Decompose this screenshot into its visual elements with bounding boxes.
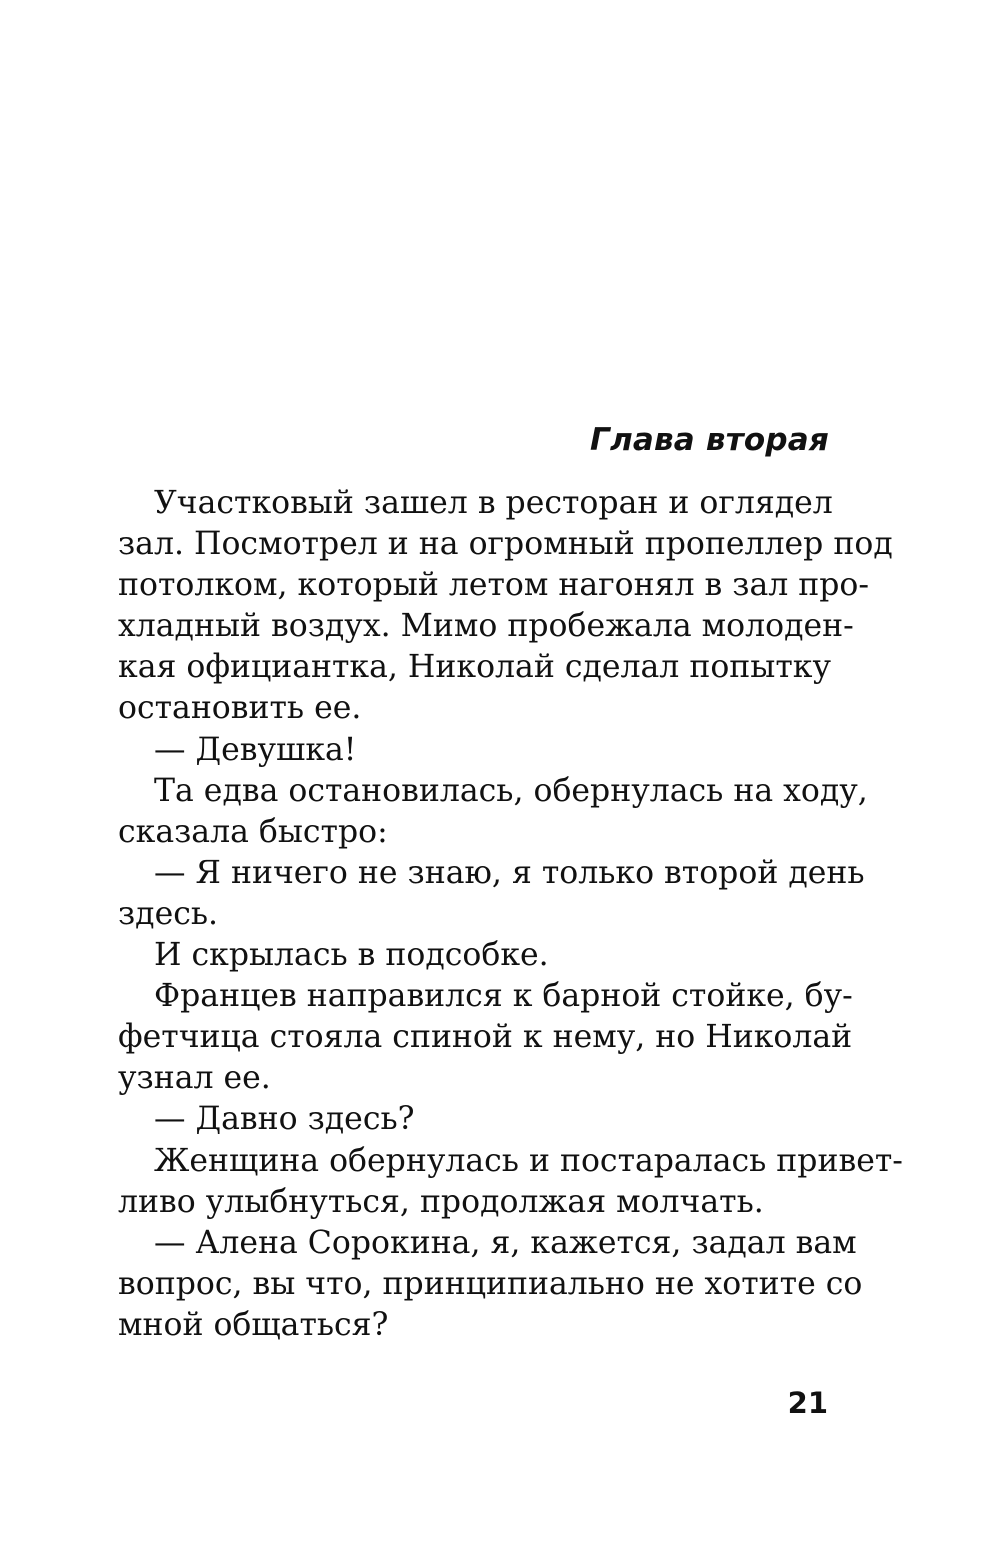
text-line: сказала быстро: (118, 813, 388, 850)
text-line: — Девушка! (154, 731, 357, 768)
text-line: — Давно здесь? (154, 1101, 415, 1138)
text-line: узнал ее. (118, 1060, 271, 1097)
text-line: Женщина обернулась и постаралась привет- (154, 1142, 903, 1179)
text-line: здесь. (118, 895, 219, 932)
text-line: — Алена Сорокина, я, кажется, задал вам (154, 1224, 857, 1261)
text-line: И скрылась в подсобке. (154, 937, 549, 974)
text-line: ливо улыбнуться, продолжая молчать. (118, 1183, 764, 1220)
text-line: Участковый зашел в ресторан и оглядел (154, 485, 833, 521)
chapter-title: Глава вторая (589, 422, 829, 458)
body-text (118, 483, 903, 1346)
page-number: 21 (787, 1386, 828, 1420)
text-line: зал. Посмотрел и на огромный пропеллер под (118, 526, 893, 563)
text-line: хладный воздух. Мимо пробежала молоден- (118, 608, 854, 645)
text-line: остановить ее. (118, 690, 362, 727)
text-line: вопрос, вы что, принципиально не хотите со (118, 1265, 863, 1302)
text-line: фетчица стояла спиной к нему, но Николай (118, 1019, 853, 1056)
text-line: Францев направился к барной стойке, бу- (154, 978, 853, 1015)
text-line: кая официантка, Николай сделал попытку (118, 649, 831, 686)
text-line: потолком, который летом нагонял в зал про- (118, 567, 870, 604)
text-line: Та едва остановилась, обернулась на ходу, (154, 772, 868, 809)
text-line: мной общаться? (118, 1306, 389, 1343)
text-line: — Я ничего не знаю, я только второй день (154, 854, 865, 891)
